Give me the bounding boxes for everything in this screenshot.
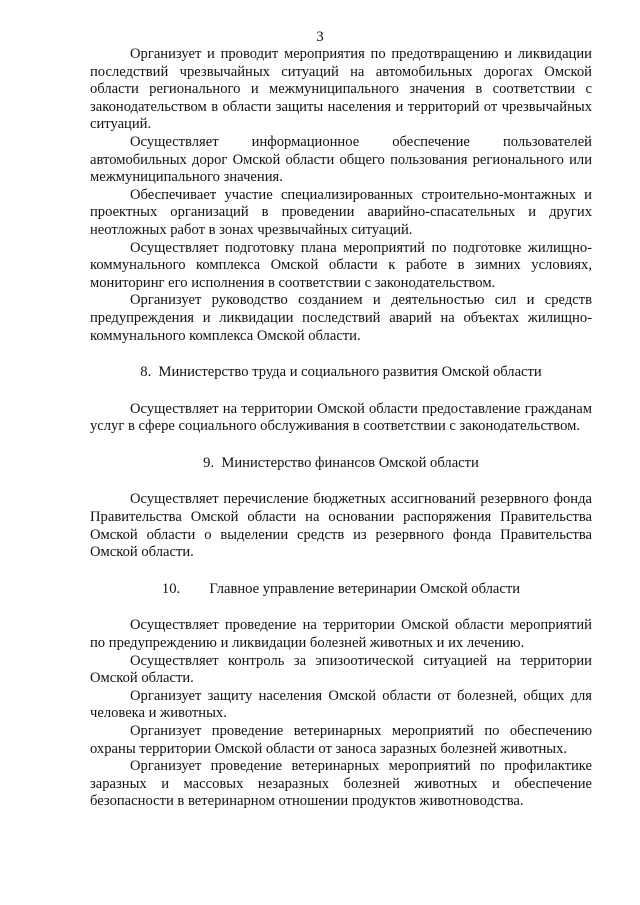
section-8	[90, 364, 592, 436]
paragraph: Осуществляет проведение на территории Омской области мероприятий по предупреждению и ликвидации болезней животных и их лечению.	[90, 617, 592, 652]
section-7-continuation	[90, 46, 592, 345]
section-heading: 10. Главное управление ветеринарии Омской области	[161, 580, 521, 597]
paragraph: Организует проведение ветеринарных мероприятий по профилактике заразных и массовых незаразных болезней животных и обеспечение безопасности в ветеринарном отношении продуктов животноводства.	[90, 758, 592, 810]
paragraph: Осуществляет перечисление бюджетных ассигнований резервного фонда Правительства Омской области на основании распоряжения Правительства Омской области о выделении средств из резервного фонда Правительства Омской области.	[90, 491, 592, 561]
page-number: 3	[316, 29, 324, 45]
section-9	[90, 455, 592, 562]
paragraph: Осуществляет информационное обеспечение пользователей автомобильных дорог Омской области общего пользования регионального или межмуниципального значения.	[90, 133, 592, 186]
paragraph: Организует руководство созданием и деятельностью сил и средств предупреждения и ликвидации последствий аварий на объектах жилищно-коммунального комплекса Омской области.	[90, 292, 592, 344]
document-body	[90, 46, 592, 811]
section-heading: 8. Министерство труда и социального развития Омской области	[140, 364, 542, 381]
paragraph: Организует и проводит мероприятия по предотвращению и ликвидации последствий чрезвычайных ситуаций на автомобильных дорогах Омской области регионального и межмуниципального значения в соответствии с законодательством в области защиты населения и территорий от чрезвычайных ситуаций.	[90, 46, 592, 133]
section-heading: 9. Министерство финансов Омской области	[203, 454, 479, 471]
paragraph: Организует проведение ветеринарных мероприятий по обеспечению охраны территории Омской области от заноса заразных болезней животных.	[90, 723, 592, 757]
paragraph: Осуществляет контроль за эпизоотической ситуацией на территории Омской области.	[90, 652, 592, 687]
paragraph: Осуществляет подготовку плана мероприятий по подготовке жилищно-коммунального комплекса Омской области к работе в зимних условиях, мониторинг его исполнения в соответствии с законодательством.	[90, 239, 592, 291]
paragraph: Осуществляет на территории Омской области предоставление гражданам услуг в сфере социального обслуживания в соответствии с законодательством.	[90, 400, 592, 435]
section-10	[90, 581, 592, 811]
paragraph: Организует защиту населения Омской области от болезней, общих для человека и животных.	[90, 687, 592, 722]
paragraph: Обеспечивает участие специализированных строительно-монтажных и проектных организаций в проведении аварийно-спасательных и других неотложных работ в зонах чрезвычайных ситуаций.	[90, 186, 592, 238]
